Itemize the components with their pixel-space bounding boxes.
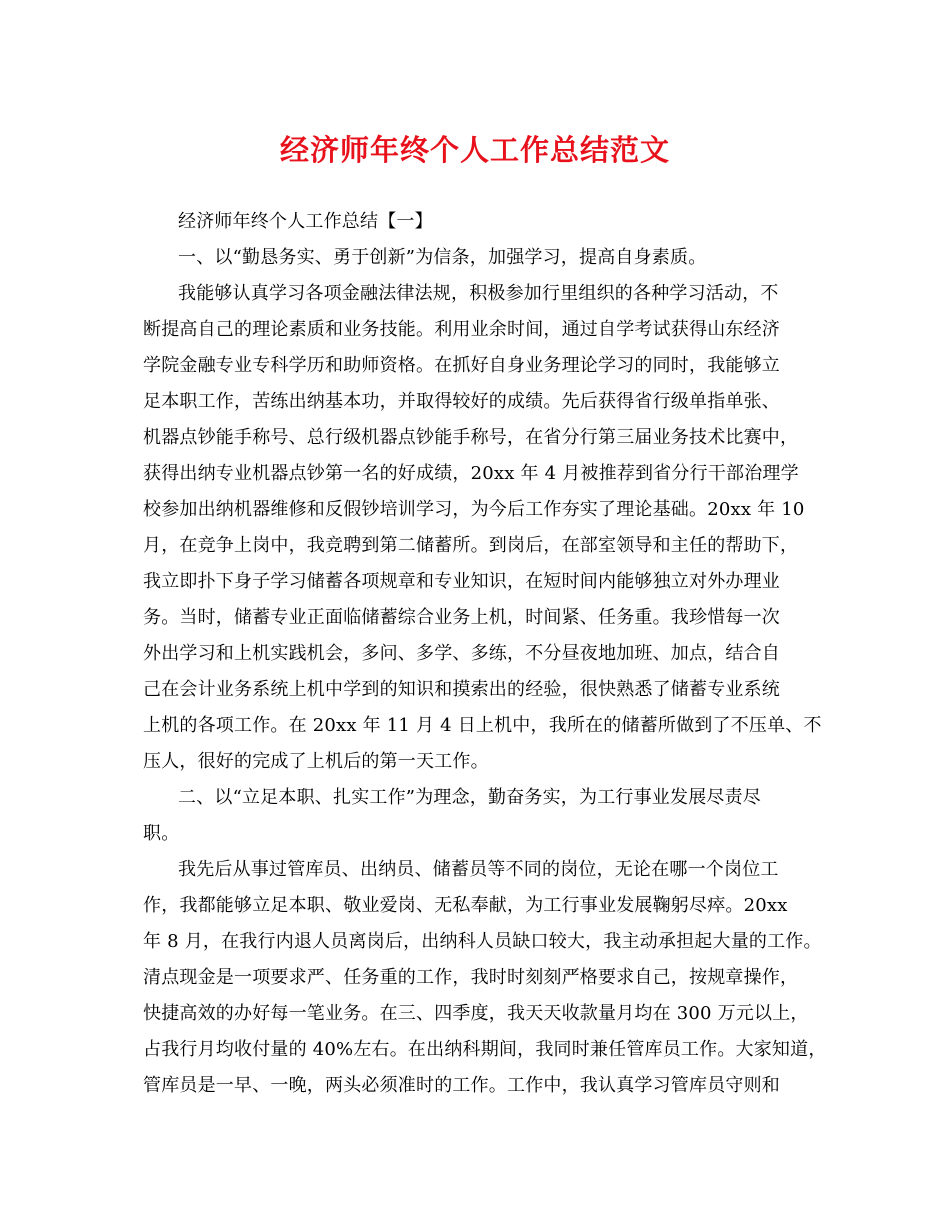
- text-line: 务。当时，储蓄专业正面临储蓄综合业务上机，时间紧、任务重。我珍惜每一次: [143, 607, 780, 628]
- text-line: 我立即扑下身子学习储蓄各项规章和专业知识，在短时间内能够独立对外办理业: [143, 571, 780, 592]
- text-line: 压人，很好的完成了上机后的第一天工作。: [143, 751, 489, 772]
- text-line: 断提高自己的理论素质和业务技能。利用业余时间，通过自学考试获得山东经济: [143, 319, 780, 340]
- text-line: 作，我都能够立足本职、敬业爱岗、无私奉献，为工行事业发展鞠躬尽瘁。20xx: [143, 895, 788, 916]
- document-title: 经济师年终个人工作总结范文: [279, 133, 670, 167]
- text-line: 外出学习和上机实践机会，多问、多学、多练，不分昼夜地加班、加点，结合自: [143, 643, 780, 664]
- text-line: 上机的各项工作。在 20xx 年 11 月 4 日上机中，我所在的储蓄所做到了不压单、不: [143, 715, 822, 736]
- text-line: 己在会计业务系统上机中学到的知识和摸索出的经验，很快熟悉了储蓄专业系统: [143, 679, 780, 700]
- text-line: 快捷高效的办好每一笔业务。在三、四季度，我天天收款量月均在 300 万元以上，: [143, 1003, 809, 1024]
- text-line: 职。: [143, 823, 180, 844]
- text-line: 我先后从事过管库员、出纳员、储蓄员等不同的岗位，无论在哪一个岗位工: [178, 859, 779, 880]
- section-heading: 经济师年终个人工作总结【一】: [178, 211, 433, 232]
- text-line: 管库员是一早、一晚，两头必须准时的工作。工作中，我认真学习管库员守则和: [143, 1075, 780, 1096]
- text-line: 占我行月均收付量的 40%左右。在出纳科期间，我同时兼任管库员工作。大家知道，: [143, 1039, 827, 1060]
- text-line: 校参加出纳机器维修和反假钞培训学习，为今后工作夯实了理论基础。20xx 年 10: [143, 499, 805, 520]
- text-line: 月，在竞争上岗中，我竞聘到第二储蓄所。到岗后，在部室领导和主任的帮助下，: [143, 535, 799, 556]
- text-line: 我能够认真学习各项金融法律法规，积极参加行里组织的各种学习活动，不: [178, 283, 779, 304]
- text-line: 机器点钞能手称号、总行级机器点钞能手称号，在省分行第三届业务技术比赛中，: [143, 427, 799, 448]
- text-line: 学院金融专业专科学历和助师资格。在抓好自身业务理论学习的同时，我能够立: [143, 355, 780, 376]
- paragraph-heading: 一、以“勤恳务实、勇于创新”为信条，加强学习，提高自身素质。: [178, 247, 707, 268]
- text-line: 足本职工作，苦练出纳基本功，并取得较好的成绩。先后获得省行级单指单张、: [143, 391, 780, 412]
- paragraph-heading: 二、以“立足本职、扎实工作”为理念，勤奋务实，为工行事业发展尽责尽: [178, 787, 762, 808]
- text-line: 获得出纳专业机器点钞第一名的好成绩，20xx 年 4 月被推荐到省分行干部治理学: [143, 463, 799, 484]
- text-line: 清点现金是一项要求严、任务重的工作，我时时刻刻严格要求自己，按规章操作，: [143, 967, 799, 988]
- text-line: 年 8 月，在我行内退人员离岗后，出纳科人员缺口较大，我主动承担起大量的工作。: [143, 931, 822, 952]
